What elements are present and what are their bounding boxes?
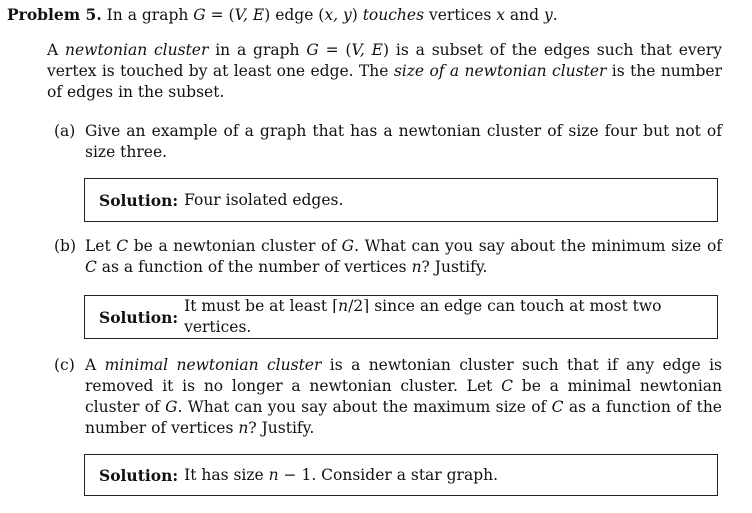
- part-b-solution-box: [84, 295, 718, 339]
- part-c-solution-text: It has size n − 1. Consider a star graph.: [184, 465, 499, 484]
- part-b-solution-label: Solution:: [99, 307, 179, 327]
- part-c: [54, 355, 722, 439]
- part-a-solution-label: Solution:: [99, 190, 179, 210]
- problem-label: Problem 5.: [7, 5, 102, 24]
- part-a-solution-box: [84, 178, 718, 222]
- intro-paragraph: A newtonian cluster in a graph G = (V, E) is a subset of the edges such that every vertex is touched by at least one edge. The size of a newtonian cluster is the number of edges in the subset.: [47, 41, 723, 101]
- part-b-label: (b): [54, 237, 77, 255]
- part-c-solution-box: [84, 454, 718, 496]
- problem-statement: In a graph G = (V, E) edge (x, y) touches vertices x and y.: [106, 6, 558, 24]
- problem-heading: [7, 4, 747, 26]
- part-a-question: Give an example of a graph that has a newtonian cluster of size four but not of size three.: [85, 122, 722, 161]
- part-b: [54, 236, 722, 278]
- part-a: [54, 121, 722, 163]
- part-b-question: Let C be a newtonian cluster of G. What can you say about the minimum size of C as a function of the number of vertices n? Justify.: [85, 237, 723, 276]
- part-c-solution-label: Solution:: [99, 465, 179, 485]
- part-b-solution-text: It must be at least ⌈n/2⌉ since an edge can touch at most two vertices.: [184, 297, 662, 336]
- part-a-label: (a): [54, 122, 76, 140]
- part-a-solution-text: Four isolated edges.: [184, 190, 344, 209]
- part-c-question: A minimal newtonian cluster is a newtonian cluster such that if any edge is removed it is no longer a newtonian cluster. Let C be a minimal newtonian cluster of G. What can you say about the maximum size of C as a function of the number of vertices n? Justify.: [85, 356, 723, 437]
- part-c-label: (c): [54, 356, 75, 374]
